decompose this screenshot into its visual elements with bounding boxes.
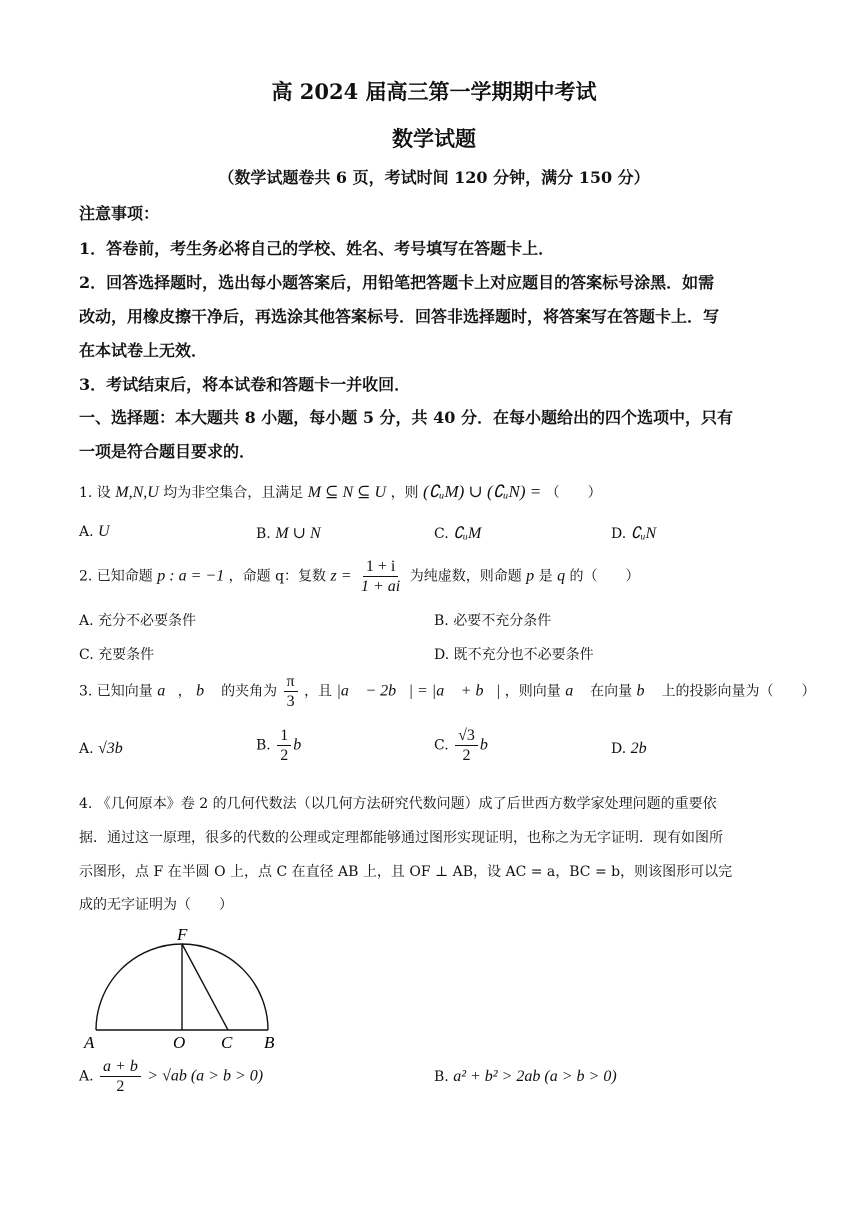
q2-text-2: ，命题 q：复数	[228, 568, 327, 585]
q3-text-1: 3. 已知向量	[79, 683, 153, 700]
q3-text-6: 上的投影向量为（ ）	[661, 683, 816, 700]
q1-option-c[interactable]	[434, 523, 481, 543]
q3-vector-b: b⃗	[196, 682, 217, 700]
segment-fc	[182, 944, 228, 1030]
option-label: A.	[79, 741, 94, 757]
q3-text-5: 在向量	[590, 683, 633, 700]
q1-option-b[interactable]	[256, 523, 321, 543]
q1-text-3: ，则	[390, 485, 419, 501]
note-2-line-3: 在本试卷上无效．	[79, 341, 208, 360]
option-text: M ∪ N	[275, 525, 321, 542]
option-label: B.	[434, 613, 449, 629]
option-text: 必要不充分条件	[453, 613, 552, 629]
fraction-num: a + b	[100, 1057, 141, 1077]
q1-option-a[interactable]	[79, 523, 110, 541]
q3-option-c[interactable]	[434, 726, 500, 765]
option-label: D.	[611, 526, 627, 542]
q3-option-d[interactable]	[611, 740, 659, 758]
fraction-num: 1	[277, 726, 291, 746]
fraction-den: 2	[116, 1078, 125, 1095]
option-text: 既不充分也不必要条件	[453, 647, 594, 663]
label-f: F	[177, 925, 188, 944]
q3-vector-a-2: a⃗	[565, 682, 586, 700]
q2-fraction	[358, 557, 403, 596]
note-3: 3．考试结束后，将本试卷和答题卡一并收回．	[79, 375, 411, 394]
option-label: D.	[434, 647, 450, 663]
q2-q-var: q	[557, 567, 566, 585]
q2-denominator: 1 + ai	[361, 578, 401, 595]
question-1	[79, 482, 602, 502]
q3-option-a[interactable]	[79, 740, 135, 758]
q4-option-a[interactable]	[79, 1057, 263, 1096]
q1-expression: (∁ᵤM) ∪ (∁ᵤN) =	[423, 482, 542, 501]
fraction-den: 2	[280, 747, 289, 764]
q3-vector-b-2: b⃗	[636, 682, 657, 700]
option-text: 充要条件	[98, 647, 155, 663]
q4-option-b[interactable]	[434, 1068, 617, 1086]
q4-line-1: 4. 《几何原本》卷 2 的几何代数法（以几何方法研究代数问题）成了后世西方数学家处理问题的重要依	[79, 796, 717, 812]
fraction-num: √3	[455, 726, 478, 746]
option-label: C.	[79, 647, 94, 663]
option-text: ∁ᵤN	[630, 525, 657, 542]
label-o: O	[173, 1033, 186, 1052]
q3-text-3: ，且	[304, 683, 333, 700]
label-b: B	[264, 1033, 275, 1052]
section-1-line-1: 一、选择题：本大题共 8 小题，每小题 5 分，共 40 分．在每小题给出的四个选项中，只有	[79, 408, 733, 427]
q3-separator: ，	[177, 683, 192, 700]
exam-title: 高 2024 届高三第一学期期中考试	[271, 79, 597, 104]
q4-line-3: 示图形，点 F 在半圆 O 上，点 C 在直径 AB 上，且 OF ⊥ AB，设 AC = a，BC = b，则该图形可以完	[79, 864, 733, 880]
q1-option-d[interactable]	[611, 523, 656, 543]
option-label: B.	[256, 526, 271, 542]
option-text: ∁ᵤM	[453, 525, 482, 542]
q2-p-var: p	[526, 567, 535, 585]
note-1: 1．答卷前，考生务必将自己的学校、姓名、考号填写在答题卡上．	[79, 239, 555, 258]
q2-numerator: 1 + i	[363, 557, 398, 577]
option-label: D.	[611, 741, 627, 757]
option-text: 充分不必要条件	[98, 613, 197, 629]
q1-vars: M,N,U	[115, 484, 159, 501]
q1-text-1: 1. 设	[79, 485, 111, 501]
q3-vector-a: a⃗	[157, 682, 178, 700]
option-tail: > √ab (a > b > 0)	[147, 1067, 264, 1085]
fraction-den: 2	[462, 747, 471, 764]
option-tail: b⃗	[293, 736, 314, 754]
exam-info: （数学试题卷共 6 页，考试时间 120 分钟，满分 150 分）	[218, 168, 650, 187]
notes-heading: 注意事项：	[79, 204, 160, 223]
q3-text-4: ，则向量	[504, 683, 561, 700]
option-text: √3b⃗	[98, 740, 136, 757]
q2-text-1: 2. 已知命题	[79, 568, 153, 585]
q3-equation: |a⃗ − 2b⃗| = |a⃗ + b⃗|	[336, 682, 501, 700]
semicircle-figure	[80, 920, 290, 1055]
option-label: C.	[434, 526, 449, 542]
q4-line-2: 据．通过这一原理，很多的代数的公理或定理都能够通过图形实现证明，也称之为无字证明．现有如图所	[79, 830, 723, 846]
q3-angle-num: π	[284, 672, 298, 692]
q2-text-3: 为纯虚数，则命题	[409, 568, 522, 585]
option-fraction	[277, 726, 291, 765]
q1-blank: （ ）	[545, 485, 602, 501]
option-label: C.	[434, 737, 449, 754]
note-2-line-2: 改动，用橡皮擦干净后，再选涂其他答案标号．回答非选择题时，将答案写在答题卡上．写	[79, 307, 720, 326]
option-text: 2b⃗	[630, 740, 660, 757]
option-label: A.	[79, 524, 94, 540]
q3-option-b[interactable]	[256, 726, 314, 765]
q3-angle	[284, 672, 298, 711]
option-text: U	[98, 523, 110, 540]
note-2-line-1: 2．回答选择题时，选出每小题答案后，用铅笔把答题卡上对应题目的答案标号涂黑．如需	[79, 273, 715, 292]
q4-line-4: 成的无字证明为（ ）	[79, 897, 233, 913]
q2-option-d[interactable]	[434, 644, 594, 664]
q2-text-5: 的（ ）	[569, 568, 640, 585]
q1-text-2: 均为非空集合，且满足	[163, 485, 304, 501]
q3-angle-den: 3	[286, 693, 295, 710]
option-fraction	[455, 726, 478, 765]
label-c: C	[221, 1033, 233, 1052]
option-label: B.	[434, 1069, 449, 1085]
q2-option-b[interactable]	[434, 610, 551, 630]
option-label: B.	[256, 737, 271, 754]
question-2	[79, 557, 640, 596]
q2-option-c[interactable]	[79, 644, 154, 664]
q1-condition: M ⊆ N ⊆ U	[307, 484, 387, 501]
q2-z: z =	[330, 567, 352, 585]
option-label: A.	[79, 1068, 94, 1085]
option-label: A.	[79, 613, 94, 629]
q2-text-4: 是	[538, 568, 553, 585]
option-tail: b⃗	[479, 736, 501, 754]
q2-option-a[interactable]	[79, 610, 196, 630]
label-a: A	[84, 1033, 95, 1052]
option-fraction	[100, 1057, 141, 1096]
question-3	[79, 672, 815, 711]
section-1-line-2: 一项是符合题目要求的．	[79, 442, 256, 461]
q2-prop-p: p : a = −1	[157, 567, 225, 585]
q3-text-2: 的夹角为	[221, 683, 278, 700]
subject-title: 数学试题	[392, 126, 476, 151]
option-text: a² + b² > 2ab (a > b > 0)	[453, 1068, 617, 1085]
